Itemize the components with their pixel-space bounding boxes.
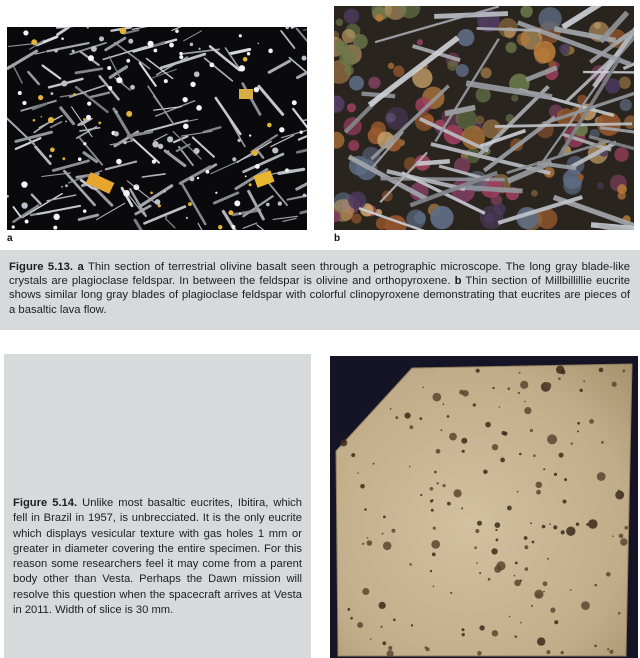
figure-5-13-label: Figure 5.13. xyxy=(9,261,74,273)
caption-b-marker: b xyxy=(454,275,462,288)
figure-5-13-caption xyxy=(0,250,640,330)
figure-5-14-caption xyxy=(4,354,311,658)
ibitira-specimen-photo xyxy=(330,356,638,658)
panel-a-label: a xyxy=(7,233,13,244)
figure-5-13a-photo xyxy=(7,27,307,230)
caption-b-text: Thin section of Millbillillie eucrite shows similar long gray blades of plagioclase feldspar with colorful clinopyroxene demonstrating that eucrites are pieces of a basaltic lava flow. xyxy=(9,275,630,316)
figure-5-14-text: Unlike most basaltic eucrites, Ibitira, which fell in Brazil in 1957, is unbrecciated. It is the only eucrite which displays vesicular texture with gas holes 1 mm or greater in diameter covering the entire specimen. For this reason some researchers feel it may come from a parent body other than Vesta. Perhaps the Dawn mission will resolve this question when the spacecraft arrives at Vesta in 2011. Width of slice is 30 mm. xyxy=(13,497,303,617)
figure-5-13b-photo xyxy=(334,6,634,230)
caption-a-marker: a xyxy=(77,261,84,273)
panel-b-label: b xyxy=(334,233,341,244)
figure-5-14-label: Figure 5.14. xyxy=(13,497,78,509)
caption-a-text: Thin section of terrestrial olivine basalt seen through a petrographic microscope. The long gray blade-like crystals are plagioclase feldspar. In between the feldspar is olivine and orthopyroxene. xyxy=(9,261,630,288)
